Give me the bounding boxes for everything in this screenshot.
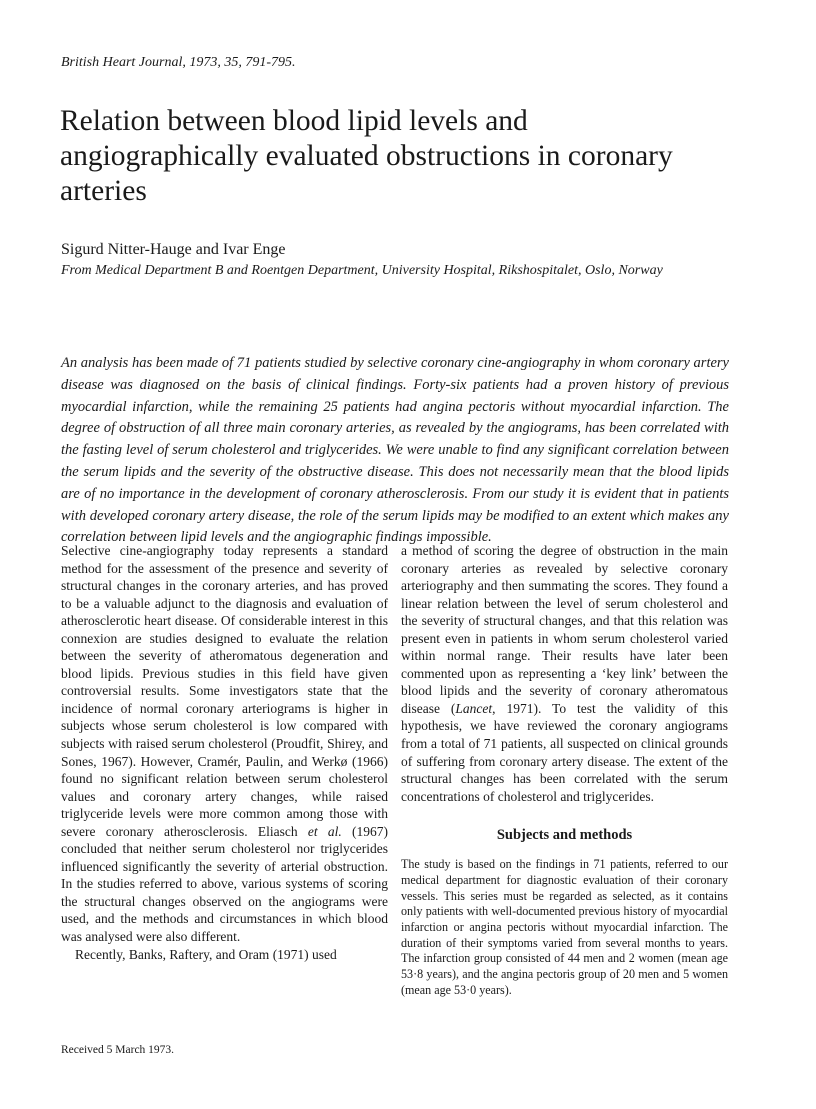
methods-paragraph: The study is based on the findings in 71 patients, referred to our medical department for diagnostic evaluation of their coronary vessels. This series must be regarded as selected, as it contains only patients with well-documented previous history of myocardial infarction or angina pectoris without myocardial infarction. The duration of their symptoms varied from several months to years. The infarction group consisted of 44 men and 2 women (mean age 53·8 years), and the angina pectoris group of 20 men and 5 women (mean age 53·0 years). [401, 857, 728, 997]
article-abstract: An analysis has been made of 71 patients studied by selective coronary cine-angiography in whom coronary artery disease was diagnosed on the basis of clinical findings. Forty-six patients had a proven history of previous myocardial infarction, while the remaining 25 patients had angina pectoris without myocardial infarction. The degree of obstruction of all three main coronary arteries, as revealed by the angiograms, has been correlated with the fasting level of serum cholesterol and triglycerides. We were unable to find any significant correlation between the serum lipids and the severity of the obstructive disease. This does not necessarily mean that the blood lipids are of no importance in the development of coronary atherosclerosis. From our study it is evident that in patients with developed coronary artery disease, the role of the serum lipids may be modified to an extent which makes any correlation between lipid levels and the angiographic findings impossible. [61, 355, 729, 546]
journal-citation: British Heart Journal, 1973, 35, 791-795. [61, 55, 296, 70]
body-paragraph: Recently, Banks, Raftery, and Oram (1971) used [75, 946, 337, 962]
body-text: , 1971). To test the validity of this hypothesis, we have reviewed the coronary angiograms from a total of 71 patients, all suspected on clinical grounds of suffering from coronary artery disease. The extent of the structural changes has been correlated with the serum concentrations of cholesterol and triglycerides. [401, 700, 728, 804]
body-text-italic: Lancet [455, 700, 493, 716]
body-paragraph [61, 542, 388, 946]
body-paragraph [401, 542, 728, 805]
body-text: (1967) concluded that neither serum cholesterol nor triglycerides influenced significantly the severity of arterial obstruction. In the studies referred to above, various systems of scoring the structural changes observed on the angiograms were used, and the methods and circumstances in which blood was analysed were also different. [61, 823, 388, 945]
article-title: Relation between blood lipid levels and angiographically evaluated obstructions in coronary arteries [60, 105, 673, 207]
right-text-column [401, 542, 728, 999]
left-text-column [61, 542, 388, 963]
body-text-italic: et al. [307, 823, 342, 839]
article-authors: Sigurd Nitter-Hauge and Ivar Enge [61, 241, 286, 258]
received-date: Received 5 March 1973. [61, 1044, 175, 1056]
body-text: Selective cine-angiography today represents a standard method for the assessment of the presence and severity of structural changes in the coronary arteries, and has proved to be a valuable adjunct to the diagnosis and evaluation of atherosclerotic heart disease. Of considerable interest in this connexion are studies designed to evaluate the relation between the severity of atheromatous degeneration and blood lipids. Previous studies in this field have given controversial results. Some investigators state that the incidence of normal coronary arteriograms is higher in subjects whose serum cholesterol is low compared with subjects with raised serum cholesterol (Proudfit, Shirey, and Sones, 1967). However, Cramér, Paulin, and Werkø (1966) found no significant relation between serum cholesterol values and coronary artery changes, while raised triglyceride levels were more common among those with severe coronary atherosclerosis. Eliasch [61, 543, 388, 839]
body-text: a method of scoring the degree of obstruction in the main coronary arteries as revealed by selective coronary arteriography and then summating the scores. They found a linear relation between the level of serum cholesterol and the severity of structural changes, and that this relation was present even in patients in whom serum cholesterol varied within normal range. Their results have later been commented upon as representing a ‘key link’ between the blood lipids and the severity of coronary atheromatous disease ( [401, 543, 728, 716]
author-affiliation: From Medical Department B and Roentgen Department, University Hospital, Rikshospitalet, Oslo, Norway [61, 263, 663, 278]
section-heading: Subjects and methods [496, 827, 633, 844]
